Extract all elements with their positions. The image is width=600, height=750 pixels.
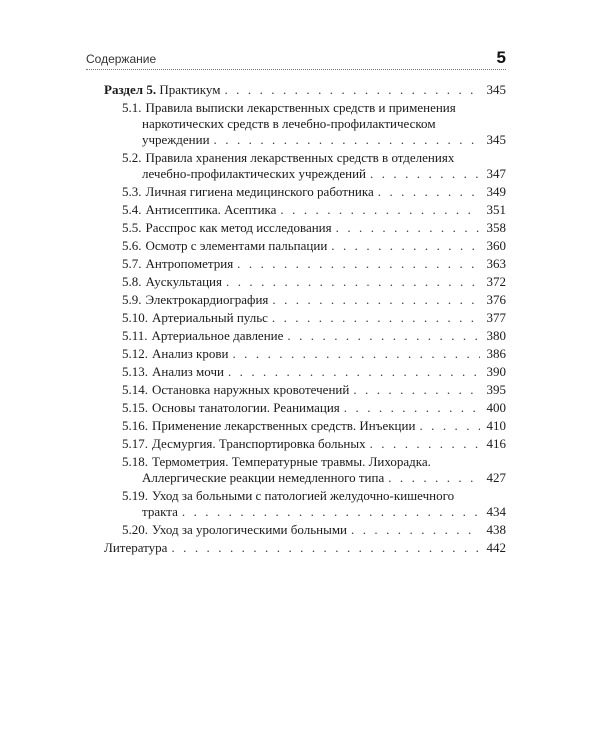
toc-entry-text: Антропометрия — [145, 256, 234, 271]
toc-entry-title — [122, 382, 349, 398]
toc-entry[interactable] — [104, 454, 506, 486]
toc-entry-line — [122, 328, 506, 344]
toc-entry[interactable] — [104, 184, 506, 200]
toc-entry-number: 5.14. — [122, 382, 148, 397]
toc-entry-number: 5.15. — [122, 400, 148, 415]
toc-entry-line — [122, 522, 506, 538]
toc-entry[interactable] — [104, 310, 506, 326]
toc-entry-number: 5.10. — [122, 310, 148, 325]
toc-entry[interactable] — [104, 292, 506, 308]
running-head — [86, 48, 506, 68]
toc-entry-number: 5.12. — [122, 346, 148, 361]
toc-page-number: 358 — [486, 220, 506, 235]
toc-entry-line — [104, 82, 506, 98]
toc-entry-text: Артериальный пульс — [152, 310, 268, 325]
toc-entry-line — [122, 310, 506, 326]
table-of-contents — [104, 82, 506, 558]
toc-entry-line — [122, 132, 506, 148]
toc-entry-text: Электрокардиография — [145, 292, 269, 307]
toc-entry-line — [122, 382, 506, 398]
toc-entry-title — [104, 82, 220, 98]
toc-entry-number: 5.7. — [122, 256, 142, 271]
toc-entry[interactable] — [104, 488, 506, 520]
toc-entry[interactable] — [104, 202, 506, 218]
toc-page-number: 410 — [486, 418, 506, 433]
toc-entry-title — [122, 454, 431, 470]
toc-entry-title — [122, 150, 454, 166]
dot-leader — [214, 132, 480, 148]
toc-entry-line — [122, 116, 506, 132]
toc-page-number: 349 — [486, 184, 506, 199]
toc-entry-line — [122, 150, 506, 166]
dot-leader — [370, 436, 480, 452]
toc-entry-text: Аускультация — [145, 274, 222, 289]
toc-entry-line — [122, 220, 506, 236]
toc-entry-line — [122, 364, 506, 380]
toc-entry-text: Десмургия. Транспортировка больных — [152, 436, 366, 451]
toc-entry[interactable] — [104, 364, 506, 380]
toc-page-number: 377 — [486, 310, 506, 325]
toc-entry-number: 5.5. — [122, 220, 142, 235]
toc-entry-line — [122, 202, 506, 218]
toc-entry-text: Основы танатологии. Реанимация — [152, 400, 340, 415]
dot-leader — [280, 202, 480, 218]
toc-entry-number: 5.18. — [122, 454, 148, 469]
toc-entry-title — [122, 346, 228, 362]
toc-entry-number: 5.16. — [122, 418, 148, 433]
dot-leader — [232, 346, 480, 362]
toc-page-number: 363 — [486, 256, 506, 271]
toc-page-number: 345 — [486, 132, 506, 147]
toc-page-number: 390 — [486, 364, 506, 379]
toc-entry-text: наркотических средств в лечебно-профилактическом — [142, 116, 436, 131]
toc-entry-number: 5.13. — [122, 364, 148, 379]
toc-page-number: 395 — [486, 382, 506, 397]
dot-leader — [344, 400, 480, 416]
toc-entry-title — [122, 418, 415, 434]
toc-entry-title — [122, 220, 332, 236]
toc-entry[interactable] — [104, 238, 506, 254]
toc-section-5[interactable] — [104, 82, 506, 98]
toc-entry-text: тракта — [142, 504, 178, 519]
toc-page-number: 376 — [486, 292, 506, 307]
toc-entry-text: Правила хранения лекарственных средств в отделениях — [145, 150, 455, 165]
dot-leader — [272, 310, 480, 326]
toc-entry-line — [122, 292, 506, 308]
toc-entry-text: Уход за урологическими больными — [152, 522, 347, 537]
toc-entry-number: 5.2. — [122, 150, 142, 165]
toc-page-number: 434 — [486, 504, 506, 519]
toc-entry-title — [122, 488, 454, 504]
toc-items — [104, 100, 506, 538]
toc-entry-text: Остановка наружных кровотечений — [152, 382, 350, 397]
page-number: 5 — [496, 48, 506, 67]
toc-entry[interactable] — [104, 522, 506, 538]
toc-entry-line — [122, 238, 506, 254]
dot-leader — [336, 220, 480, 236]
dot-leader — [272, 292, 480, 308]
toc-page-number: 380 — [486, 328, 506, 343]
toc-entry-text: Аллергические реакции немедленного типа — [142, 470, 385, 485]
dot-leader — [182, 504, 480, 520]
section-title: Практикум — [159, 82, 221, 97]
toc-entry-text: Анализ крови — [152, 346, 229, 361]
dot-leader — [331, 238, 480, 254]
toc-entry[interactable] — [104, 346, 506, 362]
dot-leader — [237, 256, 480, 272]
toc-entry-line — [122, 418, 506, 434]
toc-entry-text: Термометрия. Температурные травмы. Лихорадка. — [152, 454, 431, 469]
toc-entry[interactable] — [104, 274, 506, 290]
dot-leader — [287, 328, 480, 344]
toc-page-number: 345 — [486, 82, 506, 97]
toc-entry-title — [122, 184, 374, 200]
section-label: Раздел 5. — [104, 82, 157, 97]
toc-entry-title — [122, 292, 268, 308]
dot-leader — [353, 382, 480, 398]
toc-entry[interactable] — [104, 400, 506, 416]
toc-entry-title — [122, 238, 327, 254]
toc-entry-title — [122, 202, 276, 218]
dot-leader — [224, 82, 480, 98]
dot-leader — [378, 184, 480, 200]
toc-page-number: 442 — [486, 540, 506, 555]
toc-entry-title — [122, 522, 347, 538]
toc-entry-text: Применение лекарственных средств. Инъекции — [152, 418, 416, 433]
dot-leader — [171, 540, 480, 556]
toc-entry-number: 5.1. — [122, 100, 142, 115]
toc-entry-line — [122, 100, 506, 116]
toc-page-number: 400 — [486, 400, 506, 415]
toc-page-number: 347 — [486, 166, 506, 181]
toc-entry[interactable] — [104, 436, 506, 452]
toc-entry[interactable] — [104, 256, 506, 272]
toc-entry[interactable] — [104, 220, 506, 236]
toc-entry-title — [122, 328, 283, 344]
toc-entry[interactable] — [104, 150, 506, 182]
toc-entry-title — [122, 400, 340, 416]
toc-entry-title — [142, 166, 366, 182]
dot-leader — [226, 274, 480, 290]
toc-entry-line — [122, 454, 506, 470]
toc-entry-title — [142, 116, 436, 132]
toc-page-number: 351 — [486, 202, 506, 217]
toc-entry[interactable] — [104, 328, 506, 344]
toc-entry-number: 5.8. — [122, 274, 142, 289]
toc-entry-line — [104, 540, 506, 556]
toc-entry-text: учреждении — [142, 132, 210, 147]
toc-entry-number: 5.19. — [122, 488, 148, 503]
dot-leader — [370, 166, 480, 182]
toc-entry-line — [122, 256, 506, 272]
toc-page-number: 438 — [486, 522, 506, 537]
header-dotted-rule — [86, 69, 506, 70]
toc-entry-text: Артериальное давление — [151, 328, 284, 343]
dot-leader — [351, 522, 480, 538]
toc-entry-title — [122, 310, 268, 326]
toc-entry-title — [142, 132, 210, 148]
toc-entry-title — [122, 100, 456, 116]
toc-entry-title — [122, 256, 233, 272]
toc-page-number: 372 — [486, 274, 506, 289]
toc-entry-line — [122, 274, 506, 290]
references-title: Литература — [104, 540, 168, 555]
toc-entry-number: 5.6. — [122, 238, 142, 253]
toc-page-number: 427 — [486, 470, 506, 485]
toc-entry-number: 5.17. — [122, 436, 148, 451]
toc-entry-line — [122, 470, 506, 486]
dot-leader — [388, 470, 480, 486]
toc-entry-line — [122, 346, 506, 362]
toc-entry-line — [122, 184, 506, 200]
toc-entry-text: Антисептика. Асептика — [145, 202, 277, 217]
toc-entry-number: 5.3. — [122, 184, 142, 199]
toc-entry-line — [122, 166, 506, 182]
toc-entry-title — [122, 274, 222, 290]
toc-entry-line — [122, 400, 506, 416]
toc-page-number: 386 — [486, 346, 506, 361]
running-title: Содержание — [86, 52, 157, 66]
toc-entry-number: 5.4. — [122, 202, 142, 217]
toc-entry-line — [122, 436, 506, 452]
toc-entry[interactable] — [104, 100, 506, 148]
toc-entry-text: лечебно-профилактических учреждений — [142, 166, 366, 181]
toc-entry-line — [122, 488, 506, 504]
toc-entry[interactable] — [104, 418, 506, 434]
toc-entry[interactable] — [104, 382, 506, 398]
toc-entry-title — [122, 436, 366, 452]
dot-leader — [419, 418, 480, 434]
toc-entry-number: 5.11. — [122, 328, 148, 343]
dot-leader — [228, 364, 480, 380]
toc-entry-text: Личная гигиена медицинского работника — [145, 184, 374, 199]
toc-entry-number: 5.9. — [122, 292, 142, 307]
toc-page-number: 416 — [486, 436, 506, 451]
toc-entry-line — [122, 504, 506, 520]
toc-entry-text: Уход за больными с патологией желудочно-кишечного — [152, 488, 455, 503]
toc-entry-number: 5.20. — [122, 522, 148, 537]
toc-entry-title — [142, 470, 384, 486]
toc-entry-text: Правила выписки лекарственных средств и применения — [145, 100, 456, 115]
toc-entry-text: Осмотр с элементами пальпации — [145, 238, 328, 253]
toc-entry-title — [122, 364, 224, 380]
toc-entry-text: Анализ мочи — [152, 364, 224, 379]
toc-entry-text: Расспрос как метод исследования — [145, 220, 332, 235]
toc-references[interactable] — [104, 540, 506, 556]
toc-entry-title — [142, 504, 178, 520]
toc-page-number: 360 — [486, 238, 506, 253]
